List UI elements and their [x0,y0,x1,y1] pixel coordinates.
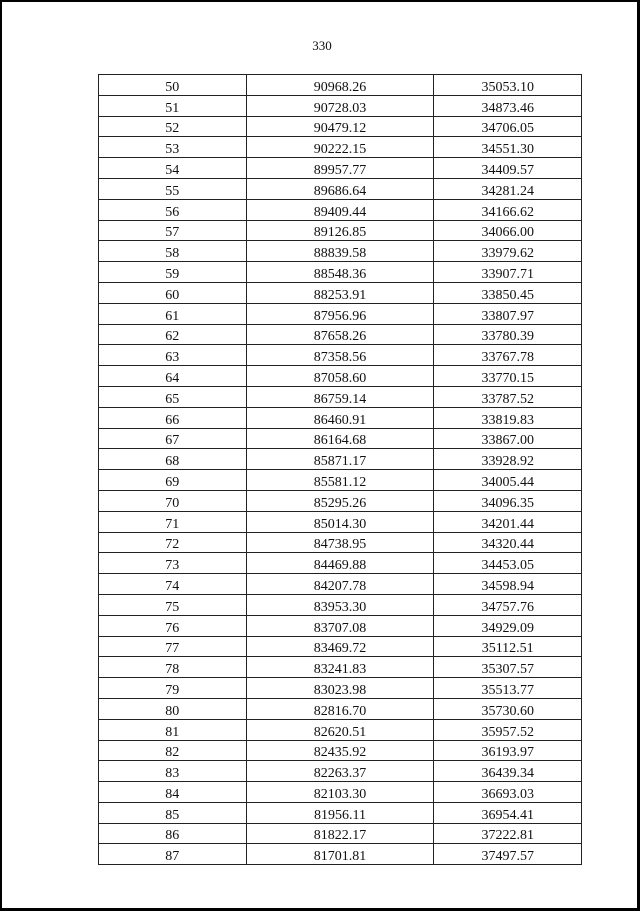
table-row [99,137,582,158]
table-row [99,220,582,241]
table-row [99,698,582,719]
value-a-cell: 82435.92 [246,740,434,761]
value-b-cell: 33928.92 [434,449,582,470]
row-index-cell: 78 [99,657,247,678]
table-row [99,802,582,823]
row-index-cell: 63 [99,345,247,366]
table-row [99,490,582,511]
row-index-cell: 73 [99,553,247,574]
table-row [99,366,582,387]
row-index-cell: 64 [99,366,247,387]
value-b-cell: 34320.44 [434,532,582,553]
table-row [99,511,582,532]
value-b-cell: 35307.57 [434,657,582,678]
value-a-cell: 89409.44 [246,199,434,220]
value-a-cell: 87058.60 [246,366,434,387]
value-a-cell: 89957.77 [246,158,434,179]
value-b-cell: 34598.94 [434,574,582,595]
row-index-cell: 57 [99,220,247,241]
value-a-cell: 83707.08 [246,615,434,636]
value-a-cell: 90728.03 [246,95,434,116]
row-index-cell: 87 [99,844,247,865]
value-a-cell: 83241.83 [246,657,434,678]
row-index-cell: 62 [99,324,247,345]
value-b-cell: 36439.34 [434,761,582,782]
row-index-cell: 65 [99,386,247,407]
table-row [99,345,582,366]
value-a-cell: 90968.26 [246,75,434,96]
row-index-cell: 84 [99,782,247,803]
value-a-cell: 82263.37 [246,761,434,782]
value-a-cell: 89126.85 [246,220,434,241]
table-row [99,615,582,636]
value-b-cell: 34005.44 [434,470,582,491]
data-table [98,74,582,865]
value-b-cell: 33780.39 [434,324,582,345]
value-a-cell: 82620.51 [246,719,434,740]
row-index-cell: 55 [99,178,247,199]
value-b-cell: 35730.60 [434,698,582,719]
row-index-cell: 69 [99,470,247,491]
table-row [99,199,582,220]
row-index-cell: 68 [99,449,247,470]
row-index-cell: 71 [99,511,247,532]
row-index-cell: 58 [99,241,247,262]
value-a-cell: 87956.96 [246,303,434,324]
value-a-cell: 82103.30 [246,782,434,803]
value-a-cell: 89686.64 [246,178,434,199]
row-index-cell: 52 [99,116,247,137]
table-row [99,303,582,324]
row-index-cell: 51 [99,95,247,116]
value-b-cell: 34201.44 [434,511,582,532]
value-b-cell: 34551.30 [434,137,582,158]
value-b-cell: 33819.83 [434,407,582,428]
value-a-cell: 86759.14 [246,386,434,407]
table-row [99,116,582,137]
table-row [99,262,582,283]
row-index-cell: 66 [99,407,247,428]
value-b-cell: 33867.00 [434,428,582,449]
table-row [99,636,582,657]
row-index-cell: 81 [99,719,247,740]
row-index-cell: 83 [99,761,247,782]
row-index-cell: 76 [99,615,247,636]
table-row [99,158,582,179]
value-b-cell: 34453.05 [434,553,582,574]
row-index-cell: 85 [99,802,247,823]
value-a-cell: 86164.68 [246,428,434,449]
row-index-cell: 61 [99,303,247,324]
table-row [99,95,582,116]
row-index-cell: 70 [99,490,247,511]
row-index-cell: 79 [99,678,247,699]
value-a-cell: 84207.78 [246,574,434,595]
value-b-cell: 34929.09 [434,615,582,636]
value-a-cell: 81701.81 [246,844,434,865]
row-index-cell: 50 [99,75,247,96]
value-a-cell: 81956.11 [246,802,434,823]
value-b-cell: 34873.46 [434,95,582,116]
value-b-cell: 35112.51 [434,636,582,657]
value-b-cell: 34757.76 [434,594,582,615]
value-b-cell: 36954.41 [434,802,582,823]
value-b-cell: 37497.57 [434,844,582,865]
value-a-cell: 83953.30 [246,594,434,615]
value-a-cell: 85581.12 [246,470,434,491]
row-index-cell: 53 [99,137,247,158]
row-index-cell: 67 [99,428,247,449]
table-row [99,594,582,615]
table-row [99,282,582,303]
page-number: 330 [312,38,332,53]
value-b-cell: 36193.97 [434,740,582,761]
table-row [99,386,582,407]
table-row [99,324,582,345]
table-row [99,678,582,699]
value-a-cell: 85871.17 [246,449,434,470]
value-b-cell: 33807.97 [434,303,582,324]
table-row [99,844,582,865]
value-b-cell: 34096.35 [434,490,582,511]
value-b-cell: 33907.71 [434,262,582,283]
value-b-cell: 37222.81 [434,823,582,844]
value-a-cell: 88839.58 [246,241,434,262]
table-row [99,178,582,199]
table-row [99,449,582,470]
table-row [99,553,582,574]
table-body [99,75,582,865]
value-a-cell: 85295.26 [246,490,434,511]
value-b-cell: 35053.10 [434,75,582,96]
row-index-cell: 75 [99,594,247,615]
value-a-cell: 82816.70 [246,698,434,719]
value-b-cell: 33787.52 [434,386,582,407]
value-b-cell: 34706.05 [434,116,582,137]
value-a-cell: 88253.91 [246,282,434,303]
value-b-cell: 35957.52 [434,719,582,740]
table-row [99,740,582,761]
table-row [99,761,582,782]
row-index-cell: 54 [99,158,247,179]
table-row [99,428,582,449]
table-row [99,657,582,678]
row-index-cell: 74 [99,574,247,595]
value-b-cell: 33770.15 [434,366,582,387]
table-row [99,241,582,262]
value-b-cell: 34166.62 [434,199,582,220]
table-row [99,782,582,803]
value-b-cell: 36693.03 [434,782,582,803]
value-a-cell: 87658.26 [246,324,434,345]
value-a-cell: 83023.98 [246,678,434,699]
row-index-cell: 60 [99,282,247,303]
row-index-cell: 56 [99,199,247,220]
table-row [99,532,582,553]
row-index-cell: 77 [99,636,247,657]
value-b-cell: 35513.77 [434,678,582,699]
value-b-cell: 33979.62 [434,241,582,262]
value-a-cell: 90479.12 [246,116,434,137]
row-index-cell: 59 [99,262,247,283]
table-row [99,75,582,96]
value-b-cell: 34281.24 [434,178,582,199]
value-a-cell: 87358.56 [246,345,434,366]
value-a-cell: 86460.91 [246,407,434,428]
row-index-cell: 80 [99,698,247,719]
value-a-cell: 84738.95 [246,532,434,553]
value-a-cell: 81822.17 [246,823,434,844]
table-row [99,823,582,844]
row-index-cell: 86 [99,823,247,844]
table-row [99,719,582,740]
table-row [99,407,582,428]
value-a-cell: 83469.72 [246,636,434,657]
value-b-cell: 34409.57 [434,158,582,179]
row-index-cell: 72 [99,532,247,553]
value-a-cell: 88548.36 [246,262,434,283]
row-index-cell: 82 [99,740,247,761]
value-a-cell: 90222.15 [246,137,434,158]
table-row [99,470,582,491]
value-b-cell: 33767.78 [434,345,582,366]
value-a-cell: 85014.30 [246,511,434,532]
value-b-cell: 34066.00 [434,220,582,241]
value-a-cell: 84469.88 [246,553,434,574]
value-b-cell: 33850.45 [434,282,582,303]
table-row [99,574,582,595]
